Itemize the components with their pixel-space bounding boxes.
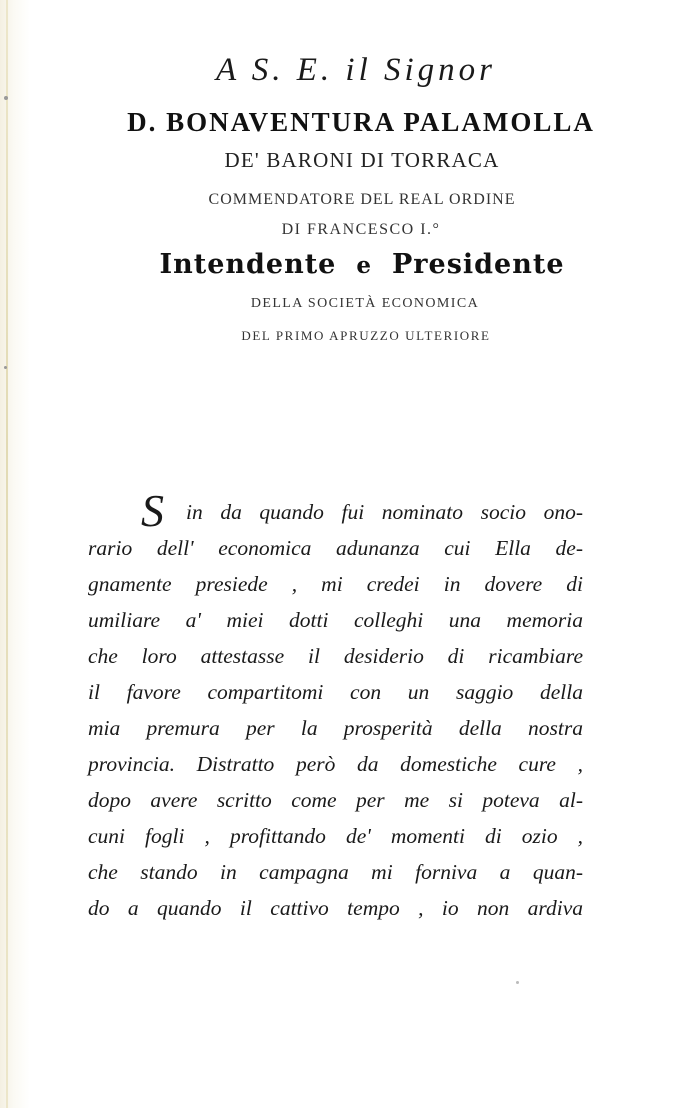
office-word-intendente: Intendente	[159, 249, 337, 280]
society-line-1: DELLA SOCIETÀ ECONOMICA	[250, 296, 480, 311]
text-line: il favore compartitomi con un saggio della	[88, 680, 583, 704]
dedicatee-office	[24, 249, 700, 280]
text-line: cuni fogli , profittando de' momenti di ozio ,	[88, 824, 583, 848]
text-line: mia premura per la prosperità della nostra	[88, 716, 583, 740]
body-text	[88, 485, 583, 926]
first-line-text: in da quando fui nominato socio ono-	[186, 500, 583, 524]
ink-speck	[4, 366, 7, 369]
text-line-first	[88, 485, 583, 536]
office-word-presidente: Presidente	[392, 249, 565, 280]
dedication-addressee: A S. E. il Signor	[215, 52, 497, 88]
dedication-block	[0, 52, 700, 344]
ink-speck	[516, 981, 519, 984]
text-line: provincia. Distratto però da domestiche cure ,	[88, 752, 583, 776]
dedicatee-barony: DE' BARONI DI TORRACA	[224, 148, 500, 172]
society-line-2: DEL PRIMO APRUZZO ULTERIORE	[241, 328, 491, 343]
dedicatee-order-line-1: COMMENDATORE DEL REAL ORDINE	[208, 191, 516, 208]
text-line: rario dell' economica adunanza cui Ella de-	[88, 536, 583, 560]
dedicatee-name: D. BONAVENTURA PALAMOLLA	[127, 107, 595, 137]
text-line: do a quando il cattivo tempo , io non ardiva	[88, 896, 583, 920]
text-line: umiliare a' miei dotti colleghi una memoria	[88, 608, 583, 632]
office-conjunction: e	[356, 252, 372, 279]
drop-initial: S	[141, 485, 164, 536]
text-line: gnamente presiede , mi credei in dovere di	[88, 572, 583, 596]
text-line: che loro attestasse il desiderio di ricambiare	[88, 644, 583, 668]
text-line: dopo avere scritto come per me si poteva al-	[88, 788, 583, 812]
dedicatee-order-line-2: DI FRANCESCO I.°	[281, 221, 441, 238]
text-line: che stando in campagna mi forniva a quan-	[88, 860, 583, 884]
